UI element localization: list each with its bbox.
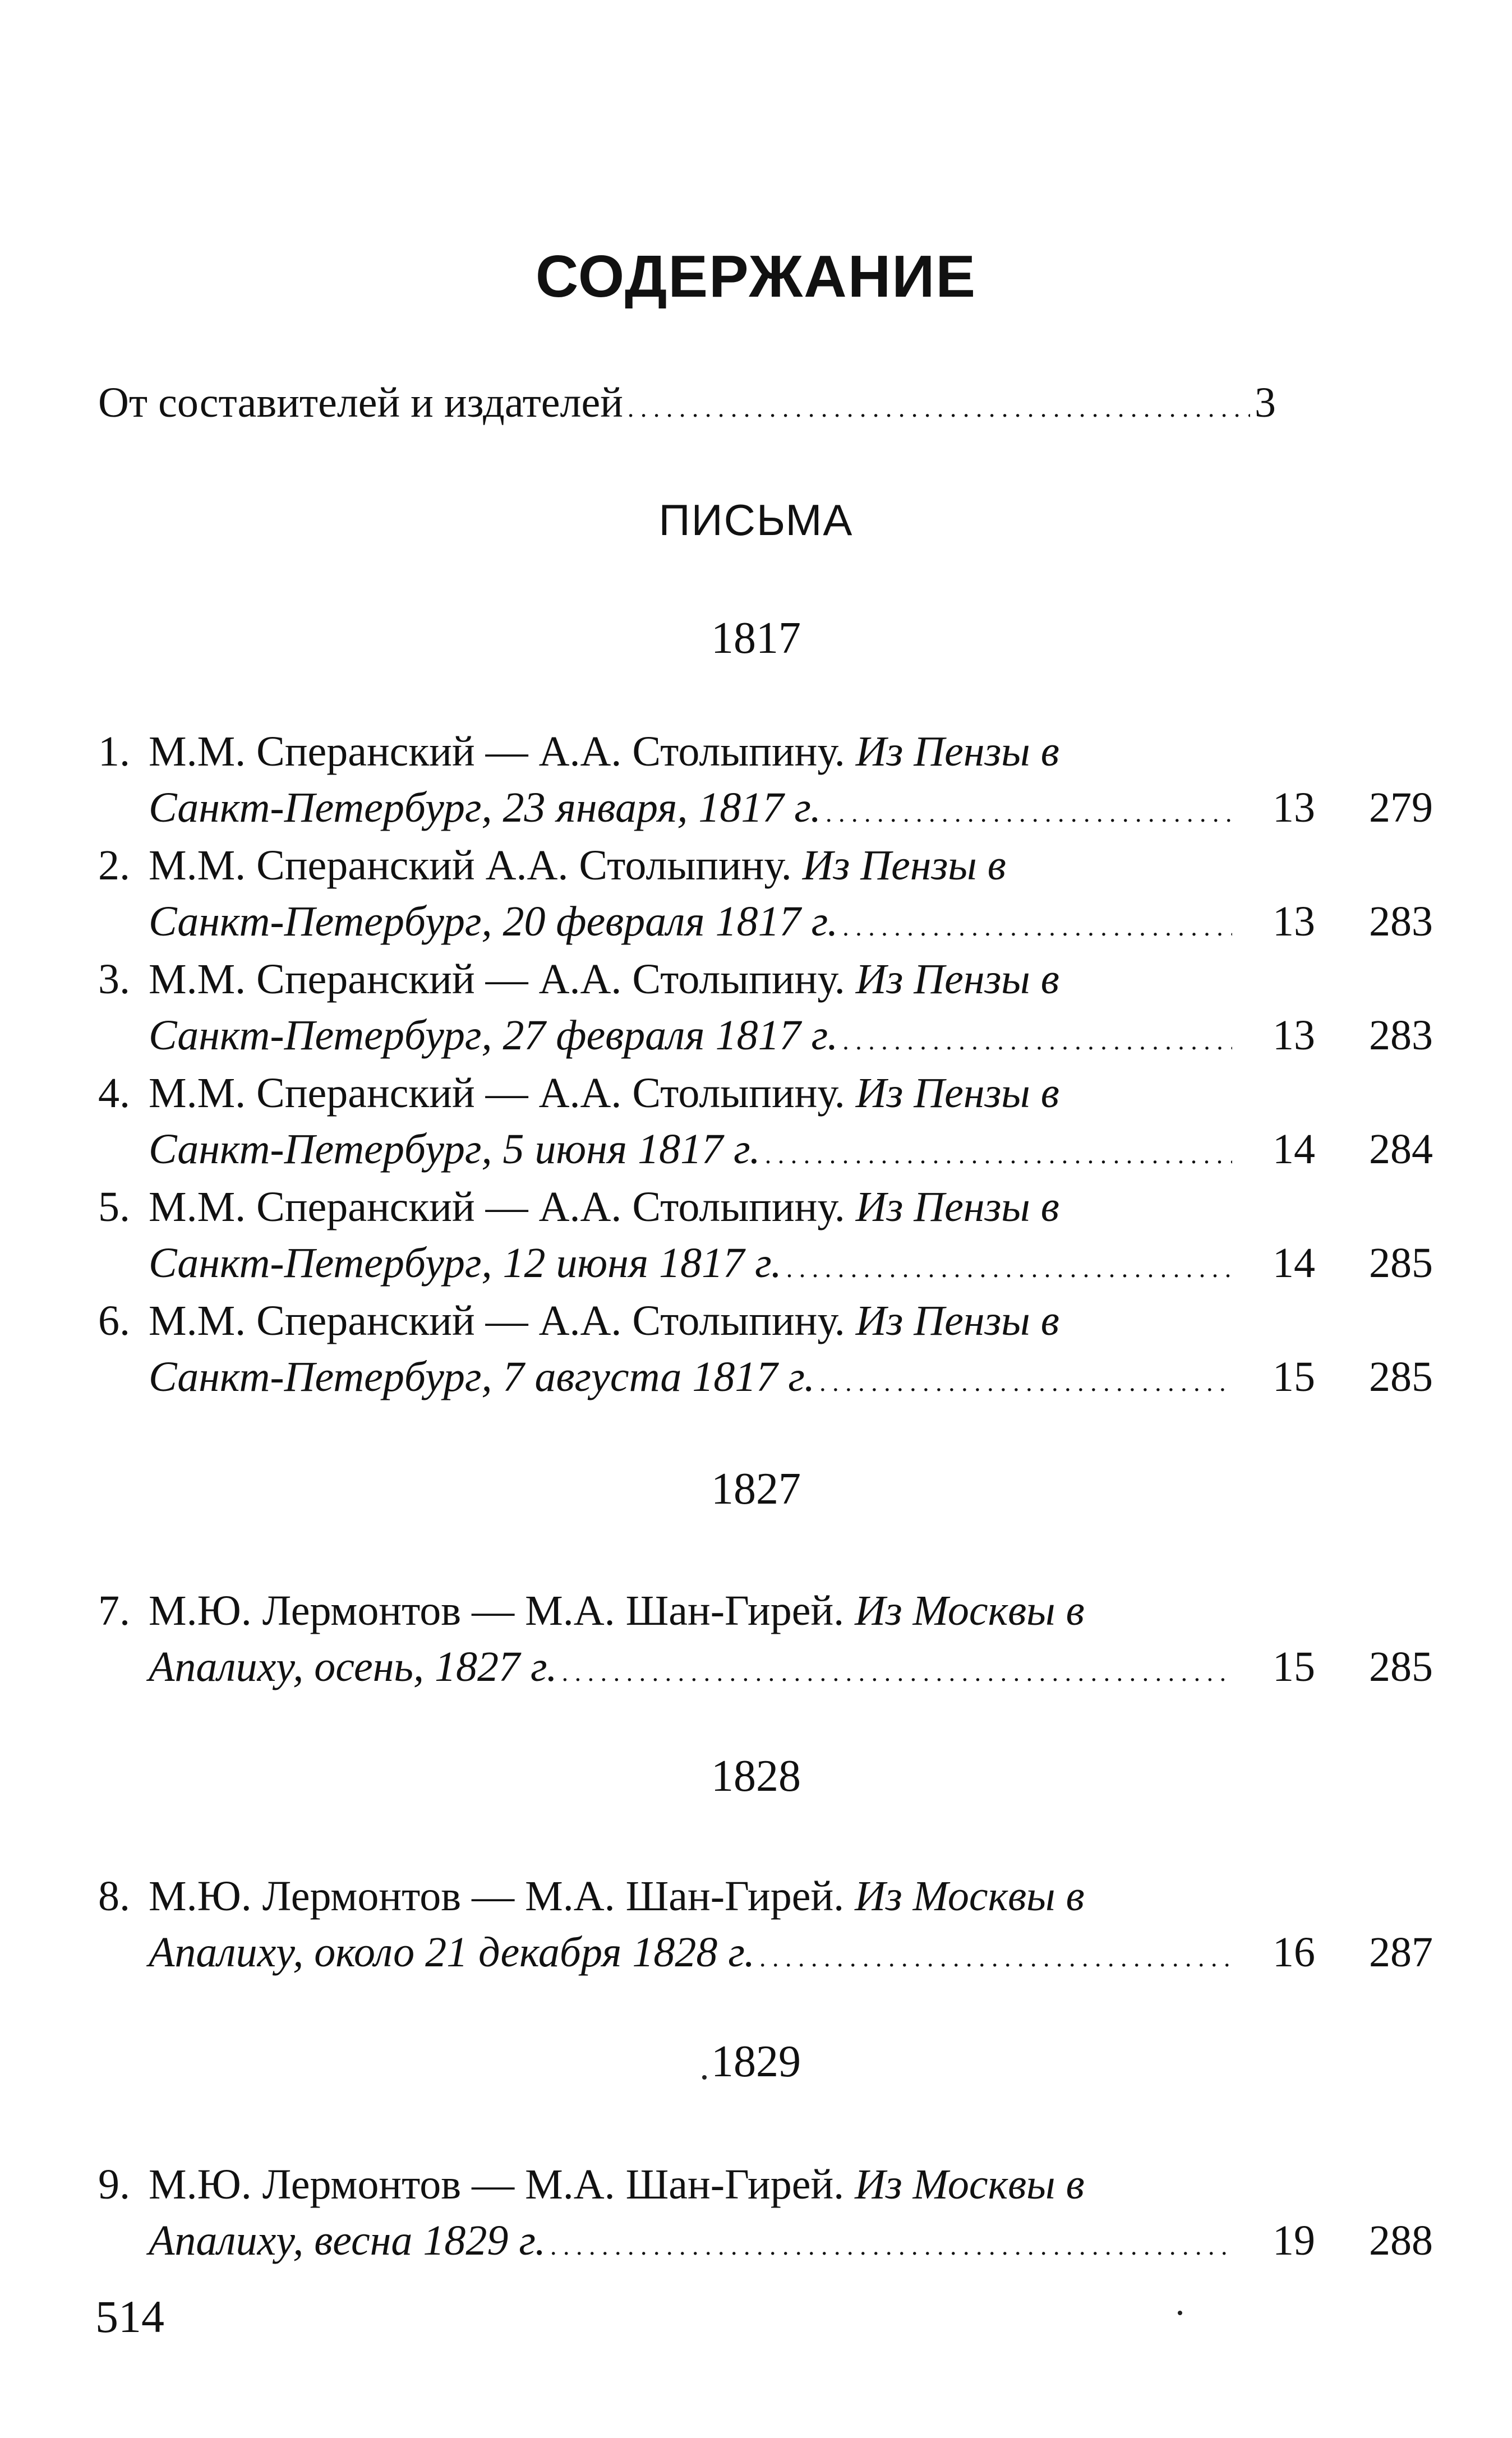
toc-entry [98,951,1433,1069]
entry-number: 1. [98,728,130,775]
entry-route: Из Москвы в [855,1587,1085,1634]
entry-note-page: 285 [1369,1643,1433,1690]
toc-entry [98,837,1433,955]
entry-number: 5. [98,1183,130,1230]
dot-leader [786,1235,1232,1297]
entry-place-date: Санкт-Петербург, 12 июня 1817 г. [149,1239,782,1287]
entry-page: 15 [1273,1643,1315,1690]
entry-note-page: 285 [1369,1239,1433,1287]
toc-entry [98,1065,1433,1183]
dot-leader [826,780,1232,841]
entry-number: 9. [98,2161,130,2208]
year-heading-1828: 1828 [711,1752,801,1801]
toc-entry [98,723,1433,841]
entry-authors: М.Ю. Лермонтов — М.А. Шан-Гирей. [149,2161,845,2208]
entry-note-page: 287 [1369,1929,1433,1976]
preface-page: 3 [1255,379,1276,426]
entry-authors: М.Ю. Лермонтов — М.А. Шан-Гирей. [149,1873,845,1920]
entry-page: 14 [1273,1126,1315,1173]
entry-note-page: 279 [1369,784,1433,831]
entry-place-date: Санкт-Петербург, 23 января, 1817 г. [149,784,821,831]
entry-place-date: Апалиху, около 21 декабря 1828 г. [149,1929,755,1976]
entry-authors: М.М. Сперанский — А.А. Столыпину. [149,1297,845,1344]
page-title: СОДЕРЖАНИЕ [535,243,977,310]
year-heading-1829: 1829 [711,2037,801,2086]
toc-entry [98,1179,1433,1297]
entry-page: 15 [1273,1353,1315,1400]
toc-entry [98,1583,1433,1700]
toc-entry [98,1868,1433,1986]
entry-place-date: Санкт-Петербург, 20 февраля 1817 г. [149,898,838,945]
entry-authors: М.Ю. Лермонтов — М.А. Шан-Гирей. [149,1587,845,1634]
toc-entry [98,2156,1433,2274]
entry-route: Из Москвы в [855,2161,1085,2208]
entry-route: Из Пензы в [802,842,1006,889]
entry-page: 16 [1273,1929,1315,1976]
entry-note-page: 284 [1369,1126,1433,1173]
year-heading-1817: 1817 [711,614,801,663]
entry-number: 4. [98,1070,130,1117]
entry-place-date: Санкт-Петербург, 7 августа 1817 г. [149,1353,815,1400]
entry-page: 13 [1273,1012,1315,1059]
entry-page: 13 [1273,898,1315,945]
toc-entry [98,1293,1433,1411]
page-number: 514 [95,2291,164,2342]
entry-authors: М.М. Сперанский — А.А. Столыпину. [149,1183,845,1230]
dot-leader [842,1007,1232,1069]
entry-authors: М.М. Сперанский — А.А. Столыпину. [149,1070,845,1117]
entry-page: 19 [1273,2217,1315,2264]
preface-entry [98,381,1276,424]
entry-route: Из Пензы в [855,1183,1059,1230]
entry-number: 7. [98,1587,130,1634]
entry-place-date: Санкт-Петербург, 27 февраля 1817 г. [149,1012,838,1059]
dot-leader [562,1639,1232,1700]
dot-leader [628,381,1250,424]
entry-route: Из Пензы в [855,956,1059,1003]
entry-route: Из Пензы в [855,1297,1059,1344]
entry-number: 8. [98,1873,130,1920]
dot-leader [550,2213,1232,2274]
part-title: ПИСЬМА [658,495,854,545]
entry-note-page: 283 [1369,1012,1433,1059]
entry-authors: М.М. Сперанский — А.А. Столыпину. [149,728,845,775]
entry-authors: М.М. Сперанский — А.А. Столыпину. [149,956,845,1003]
entry-route: Из Пензы в [855,728,1059,775]
entry-number: 2. [98,842,130,889]
dot-leader [842,893,1232,955]
entry-authors: М.М. Сперанский А.А. Столыпину. [149,842,792,889]
entry-place-date: Апалиху, осень, 1827 г. [149,1643,557,1690]
dot-leader [759,1924,1232,1986]
entry-note-page: 285 [1369,1353,1433,1400]
entry-note-page: 288 [1369,2217,1433,2264]
entry-page: 14 [1273,1239,1315,1287]
dot-leader [819,1349,1232,1411]
print-speck [1178,2311,1182,2315]
entry-place-date: Апалиху, весна 1829 г. [149,2217,546,2264]
entry-page: 13 [1273,784,1315,831]
entry-place-date: Санкт-Петербург, 5 июня 1817 г. [149,1126,760,1173]
entry-number: 3. [98,956,130,1003]
entry-route: Из Москвы в [855,1873,1085,1920]
year-heading-1827: 1827 [711,1464,801,1514]
entry-number: 6. [98,1297,130,1344]
entry-note-page: 283 [1369,898,1433,945]
preface-text: От составителей и издателей [98,379,623,426]
dot-leader [765,1121,1232,1183]
entry-route: Из Пензы в [855,1070,1059,1117]
